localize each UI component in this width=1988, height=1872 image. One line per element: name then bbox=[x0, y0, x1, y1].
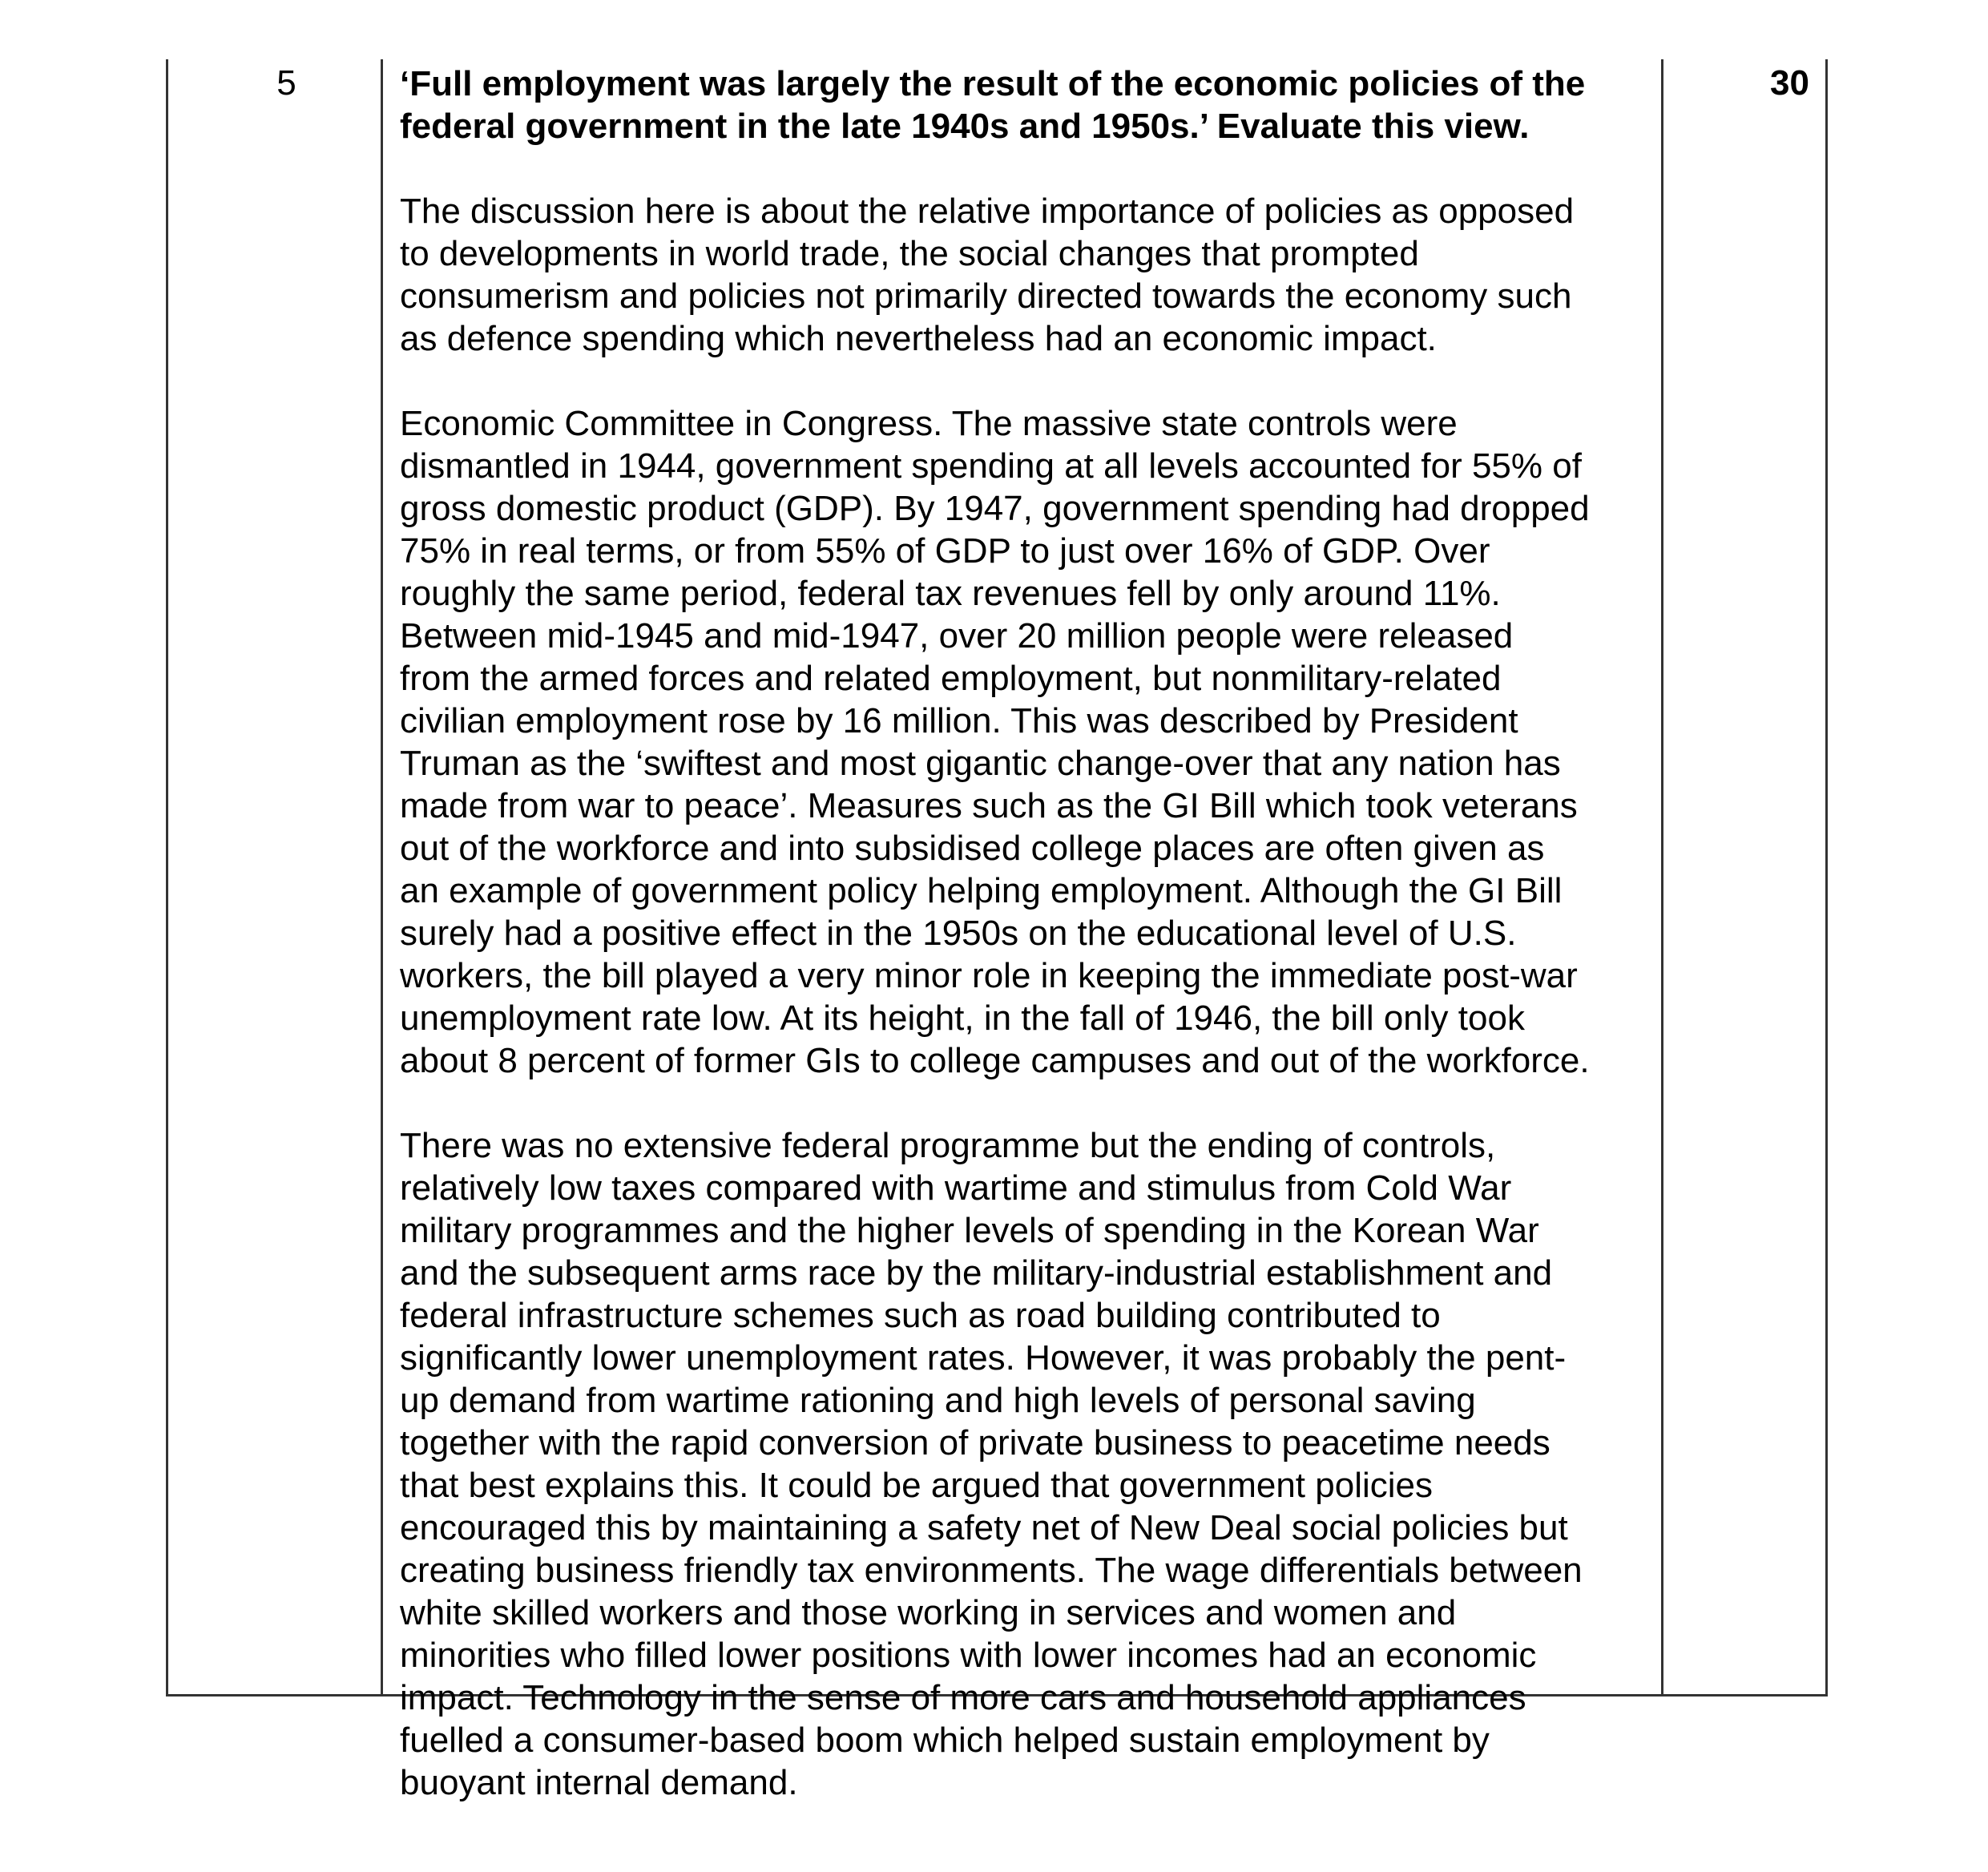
paragraph-line: fuelled a consumer-based boom which helped sustain employment by bbox=[400, 1721, 1490, 1760]
paragraph-line: to developments in world trade, the social changes that prompted bbox=[400, 234, 1419, 273]
paragraph-line: dismantled in 1944, government spending at all levels accounted for 55% of bbox=[400, 446, 1582, 486]
question-text bbox=[400, 63, 1658, 147]
paragraph-line: civilian employment rose by 16 million. This was described by President bbox=[400, 701, 1518, 740]
paragraph-line: consumerism and policies not primarily directed towards the economy such bbox=[400, 276, 1572, 316]
marks-value: 30 bbox=[1770, 63, 1809, 103]
paragraph-line: from the armed forces and related employment, but nonmilitary-related bbox=[400, 659, 1502, 698]
question-number: 5 bbox=[276, 63, 296, 103]
guidance-paragraph bbox=[400, 190, 1658, 360]
question-line: federal government in the late 1940s and 1950s.’ Evaluate this view. bbox=[400, 107, 1530, 146]
paragraph-line: The discussion here is about the relative importance of policies as opposed bbox=[400, 192, 1575, 231]
paragraph-line: about 8 percent of former GIs to college campuses and out of the workforce. bbox=[400, 1041, 1590, 1080]
column-divider-left bbox=[381, 59, 383, 1694]
paragraph-line: gross domestic product (GDP). By 1947, government spending had dropped bbox=[400, 489, 1590, 528]
paragraph-line: surely had a positive effect in the 1950s on the educational level of U.S. bbox=[400, 914, 1517, 953]
paragraph-line: relatively low taxes compared with wartime and stimulus from Cold War bbox=[400, 1168, 1512, 1208]
paragraph-line: an example of government policy helping employment. Although the GI Bill bbox=[400, 871, 1563, 910]
paragraph-line: made from war to peace’. Measures such as the GI Bill which took veterans bbox=[400, 786, 1578, 825]
paragraph-line: buoyant internal demand. bbox=[400, 1763, 798, 1802]
paragraph-line: federal infrastructure schemes such as road building contributed to bbox=[400, 1296, 1441, 1335]
paragraph-line: Truman as the ‘swiftest and most gigantic change-over that any nation has bbox=[400, 744, 1561, 783]
paragraph-line: minorities who filled lower positions with lower incomes had an economic bbox=[400, 1636, 1537, 1675]
paragraph-line: together with the rapid conversion of private business to peacetime needs bbox=[400, 1423, 1550, 1462]
paragraph-line: workers, the bill played a very minor role in keeping the immediate post-war bbox=[400, 956, 1578, 995]
paragraph-line: and the subsequent arms race by the military-industrial establishment and bbox=[400, 1253, 1553, 1293]
paragraph-line: roughly the same period, federal tax revenues fell by only around 11%. bbox=[400, 574, 1501, 613]
question-line: ‘Full employment was largely the result of the economic policies of the bbox=[400, 64, 1586, 103]
guidance-paragraphs bbox=[400, 190, 1658, 1804]
paragraph-line: out of the workforce and into subsidised college places are often given as bbox=[400, 829, 1545, 868]
paragraph-line: military programmes and the higher levels of spending in the Korean War bbox=[400, 1211, 1539, 1250]
paragraph-line: up demand from wartime rationing and high levels of personal saving bbox=[400, 1381, 1476, 1420]
paragraph-line: unemployment rate low. At its height, in the fall of 1946, the bill only took bbox=[400, 999, 1525, 1038]
paragraph-line: that best explains this. It could be argued that government policies bbox=[400, 1466, 1433, 1505]
paragraph-line: white skilled workers and those working in services and women and bbox=[400, 1593, 1457, 1632]
paragraph-line: significantly lower unemployment rates. However, it was probably the pent- bbox=[400, 1338, 1567, 1378]
answer-content bbox=[400, 63, 1658, 1804]
paragraph-line: as defence spending which nevertheless had an economic impact. bbox=[400, 319, 1437, 358]
guidance-paragraph bbox=[400, 1124, 1658, 1804]
paragraph-line: impact. Technology in the sense of more cars and household appliances bbox=[400, 1678, 1526, 1717]
guidance-paragraph bbox=[400, 402, 1658, 1082]
paragraph-line: Economic Committee in Congress. The massive state controls were bbox=[400, 404, 1458, 443]
mark-scheme-table bbox=[166, 59, 1828, 1802]
column-divider-right bbox=[1661, 59, 1663, 1694]
paragraph-line: There was no extensive federal programme but the ending of controls, bbox=[400, 1126, 1496, 1165]
paragraph-line: encouraged this by maintaining a safety net of New Deal social policies but bbox=[400, 1508, 1568, 1547]
paragraph-line: creating business friendly tax environments. The wage differentials between bbox=[400, 1551, 1583, 1590]
paragraph-line: Between mid-1945 and mid-1947, over 20 million people were released bbox=[400, 616, 1514, 656]
paragraph-line: 75% in real terms, or from 55% of GDP to just over 16% of GDP. Over bbox=[400, 531, 1490, 571]
